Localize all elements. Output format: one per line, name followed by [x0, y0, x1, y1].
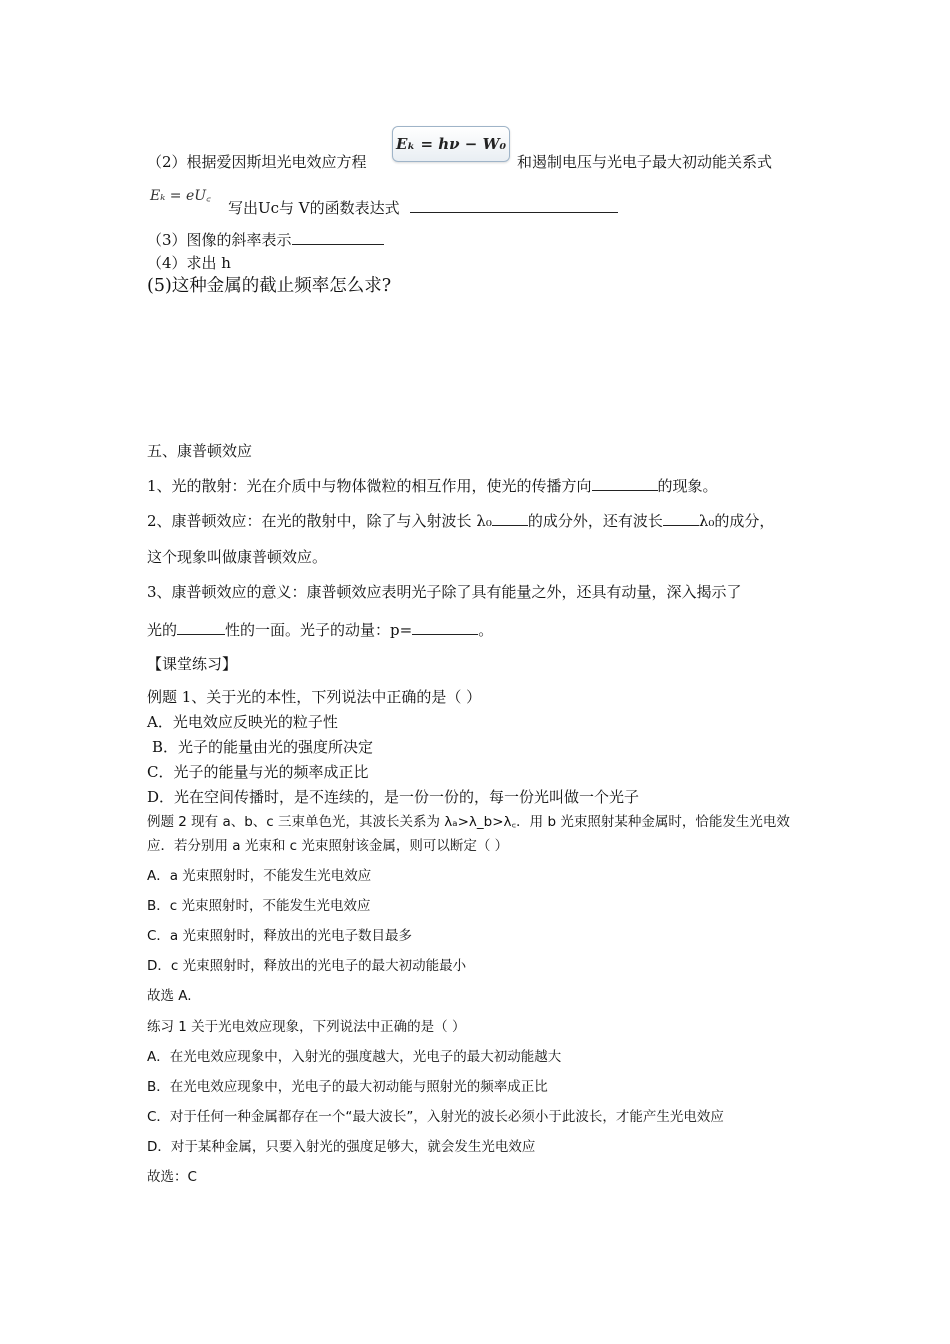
answer-blank[interactable] — [663, 511, 699, 526]
answer-blank[interactable] — [492, 511, 528, 526]
ex2-stem-line2: 应．若分别用 a 光束和 c 光束照射该金属，则可以断定（ ） — [147, 838, 509, 854]
item2-text: 2、康普顿效应：在光的散射中，除了与入射波长 λ₀ — [147, 512, 492, 530]
answer-blank[interactable] — [177, 620, 225, 635]
ex1-option-c: C．光子的能量与光的频率成正比 — [147, 763, 369, 781]
item1-text: 1、光的散射：光在介质中与物体微粒的相互作用，使光的传播方向 — [147, 477, 592, 495]
q3-line — [147, 230, 384, 250]
answer-blank[interactable] — [412, 620, 478, 635]
ex2-answer: 故选 A. — [147, 988, 192, 1004]
pr1-option-c: C．对于任何一种金属都存在一个“最大波长”，入射光的波长必须小于此波长，才能产生光电效应 — [147, 1109, 724, 1125]
q3-text: （3）图像的斜率表示 — [147, 231, 292, 249]
ex2-option-d: D．c 光束照射时，释放出的光电子的最大初动能最小 — [147, 958, 467, 974]
pr1-stem: 练习 1 关于光电效应现象，下列说法中正确的是（ ） — [147, 1019, 466, 1035]
section5-item3-line1: 3、康普顿效应的意义：康普顿效应表明光子除了具有能量之外，还具有动量，深入揭示了 — [147, 583, 742, 601]
q2-line1 — [147, 152, 367, 172]
answer-blank[interactable] — [592, 476, 658, 491]
section5-item1 — [147, 476, 718, 496]
q2-suffix: 和遏制电压与光电子最大初动能关系式 — [517, 153, 773, 171]
item2-mid: 的成分外，还有波长 — [527, 512, 663, 530]
pr1-option-b: B．在光电效应现象中，光电子的最大初动能与照射光的频率成正比 — [147, 1079, 548, 1095]
ex1-option-b: B．光子的能量由光的强度所决定 — [152, 738, 374, 756]
einstein-equation-box — [392, 126, 510, 162]
einstein-equation: Eₖ = hν − W₀ — [395, 135, 507, 153]
q5-line: (5)这种金属的截止频率怎么求? — [147, 276, 392, 296]
pr1-option-d: D．对于某种金属，只要入射光的强度足够大，就会发生光电效应 — [147, 1139, 536, 1155]
item3-text: 光的 — [147, 621, 178, 639]
q2-prefix: （2）根据爱因斯坦光电效应方程 — [147, 153, 367, 171]
q4-line: （4）求出 h — [147, 254, 231, 272]
answer-blank[interactable] — [410, 198, 618, 213]
ex2-option-a: A．a 光束照射时，不能发生光电效应 — [147, 868, 372, 884]
section5-item3-line2 — [147, 620, 493, 640]
q2-line2-text: 写出Uc与 V的函数表达式 — [228, 199, 400, 217]
section5-title: 五、康普顿效应 — [147, 442, 253, 460]
section5-item2-line2: 这个现象叫做康普顿效应。 — [147, 548, 328, 566]
ex1-stem: 例题 1、关于光的本性，下列说法中正确的是（ ） — [147, 688, 482, 706]
item2-tail: λ₀的成分， — [698, 512, 775, 530]
stopping-voltage-equation: Eₖ = eU꜀ — [150, 188, 211, 204]
item3-mid: 性的一面。光子的动量：p= — [225, 621, 413, 639]
pr1-option-a: A．在光电效应现象中，入射光的强度越大，光电子的最大初动能越大 — [147, 1049, 562, 1065]
q2-line2 — [228, 198, 618, 218]
section5-item2 — [147, 511, 774, 531]
ex2-option-c: C．a 光束照射时，释放出的光电子数目最多 — [147, 928, 412, 944]
answer-blank[interactable] — [292, 230, 384, 245]
ex2-option-b: B．c 光束照射时，不能发生光电效应 — [147, 898, 371, 914]
ex1-option-a: A．光电效应反映光的粒子性 — [147, 713, 338, 731]
pr1-answer: 故选：C — [147, 1169, 197, 1185]
ex1-option-d: D．光在空间传播时，是不连续的，是一份一份的，每一份光叫做一个光子 — [147, 788, 640, 806]
practice-header: 【课堂练习】 — [147, 655, 238, 673]
ex2-stem-line1: 例题 2 现有 a、b、c 三束单色光，其波长关系为 λₐ>λ_b>λ꜀．用 b 光束照射某种金属时，恰能发生光电效 — [147, 814, 790, 830]
item3-tail: 。 — [478, 621, 494, 639]
item1-tail: 的现象。 — [657, 477, 718, 495]
